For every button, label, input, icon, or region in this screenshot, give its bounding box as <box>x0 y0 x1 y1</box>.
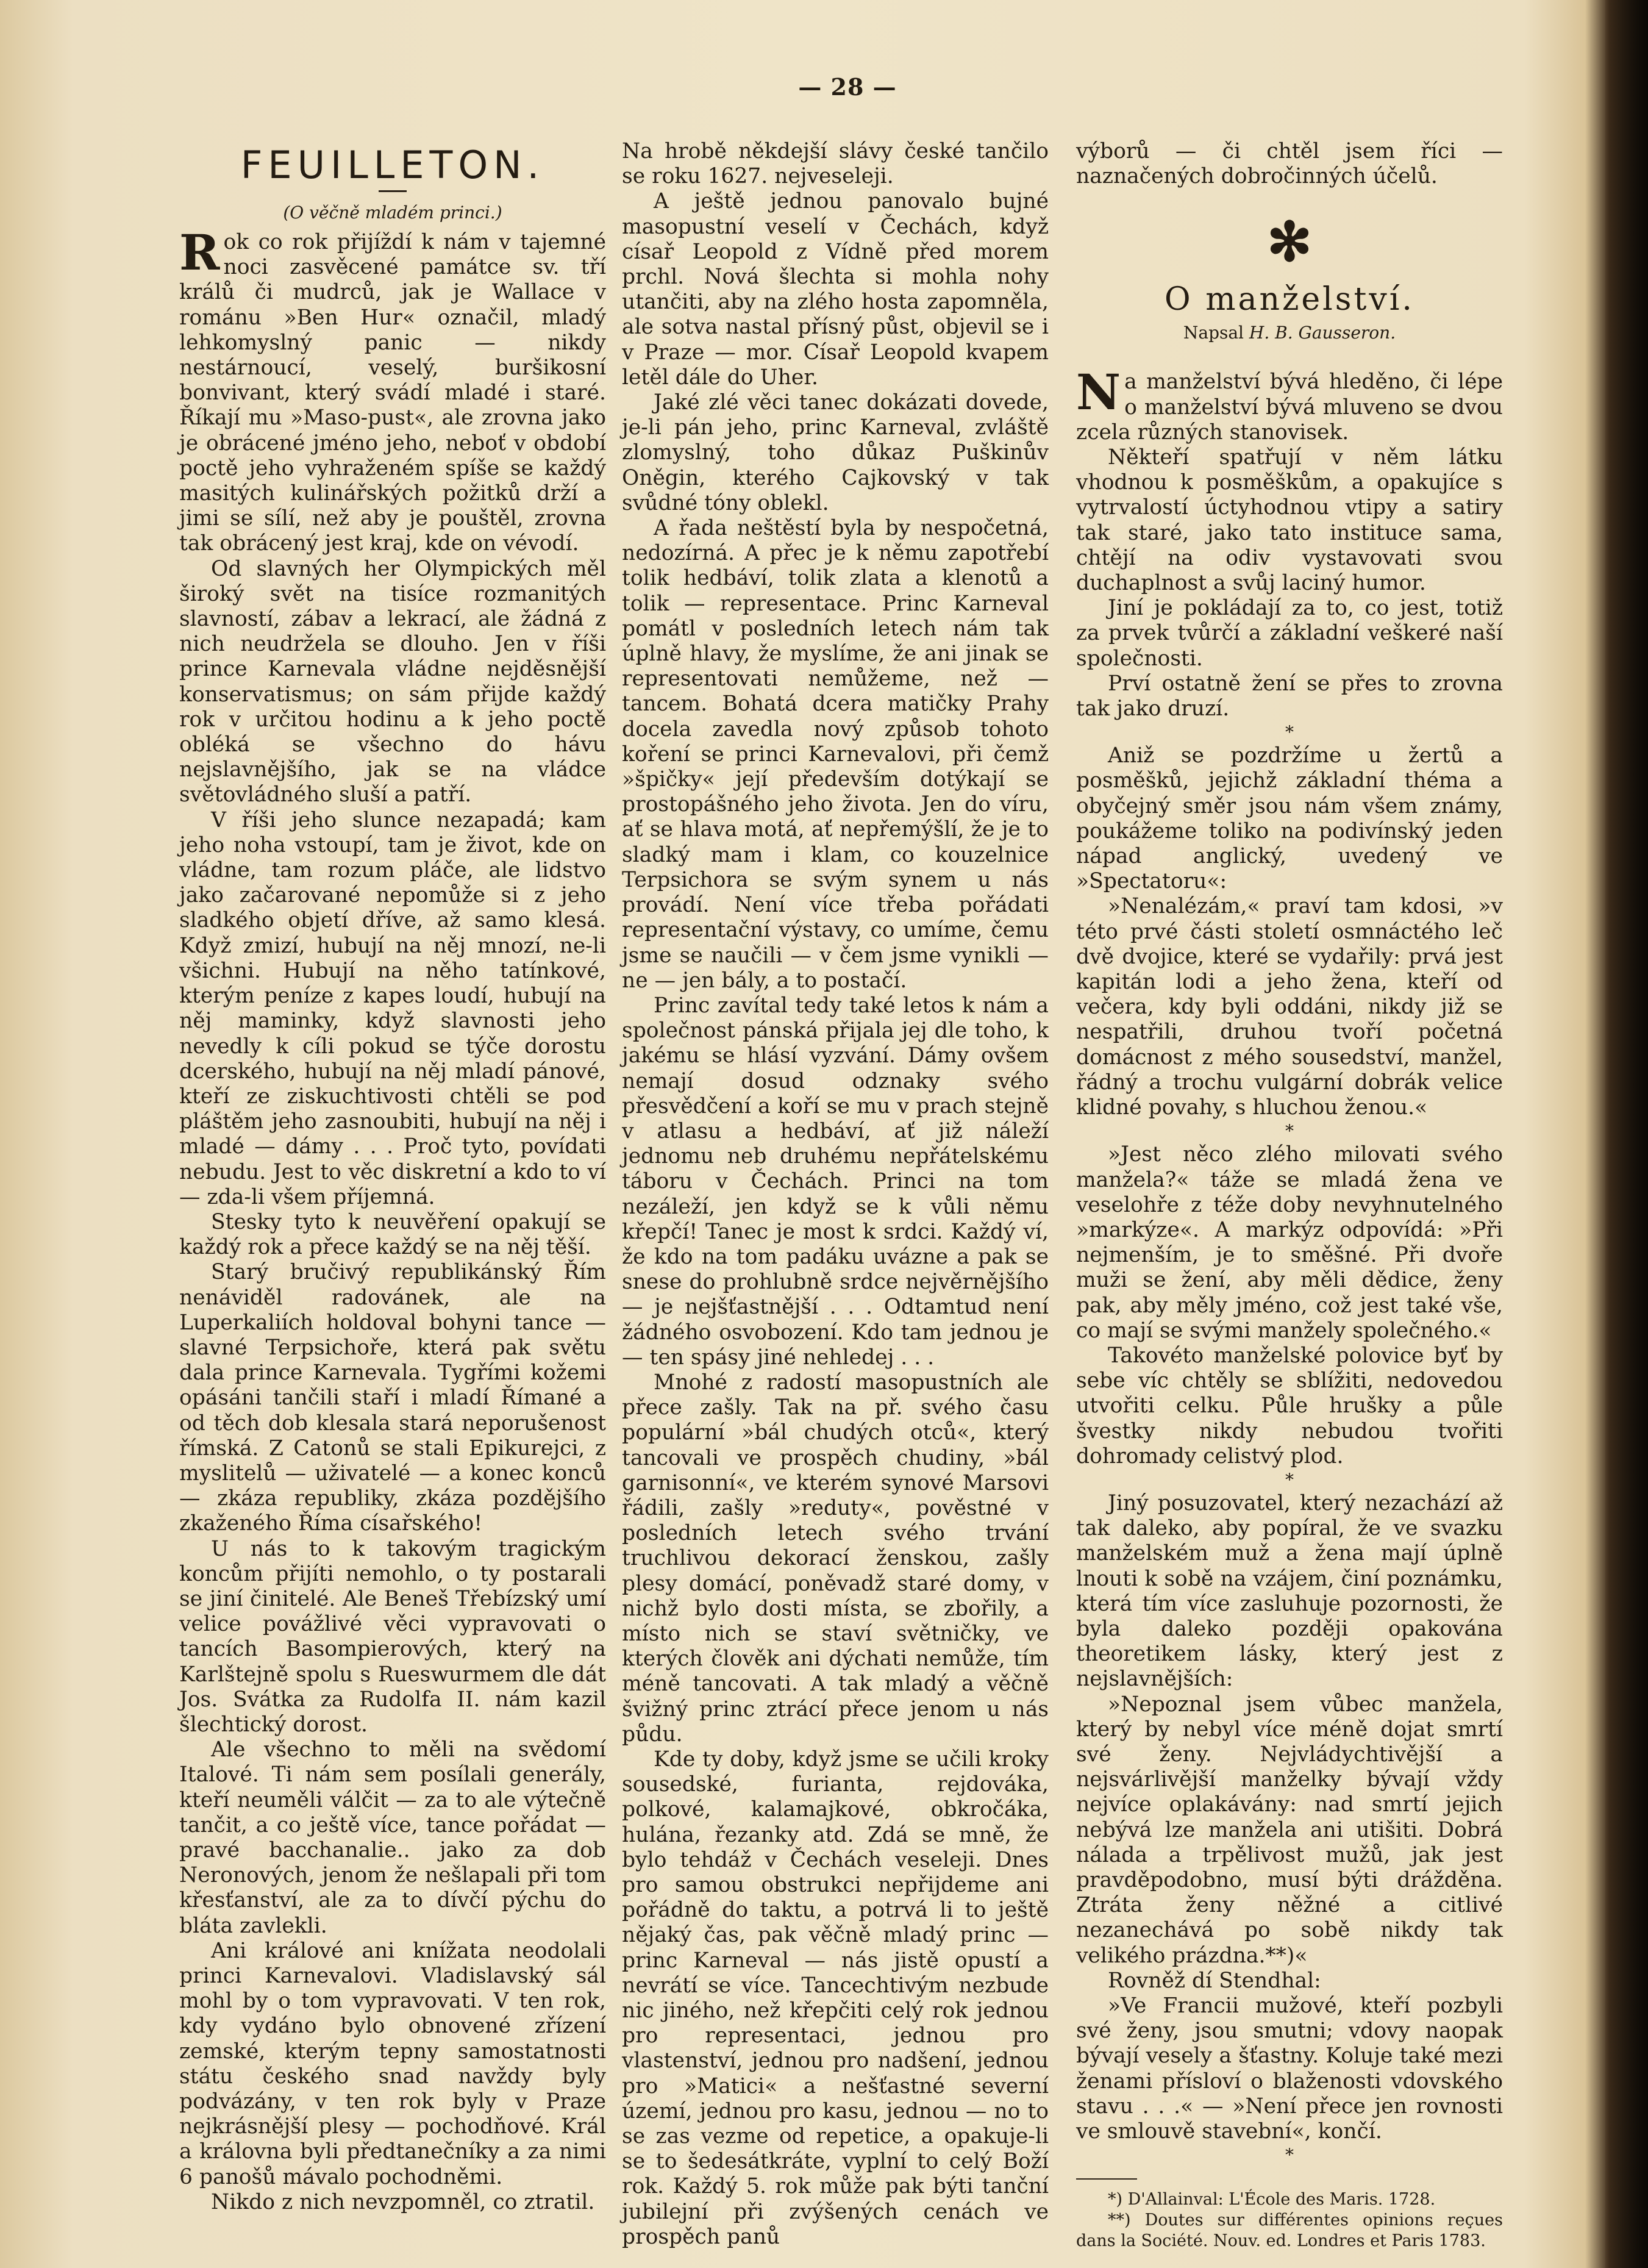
section-star-divider: * <box>1285 1469 1294 1490</box>
paragraph: Aniž se pozdržíme u žertů a posměšků, jejichž základní théma a obyčejný směr jsou nám všem známy, poukážeme toliko na podivínský jeden nápad anglický, uvedený ve »Spectatoru«: <box>1076 743 1503 894</box>
paragraph: V říši jeho slunce nezapadá; kam jeho noha vstoupí, tam je život, kde on vládne, tam rozum pláče, ale lidstvo jako začarované nepomůže si z jeho sladkého objetí dříve, až samo klesá. Když zmizí, hubují na něj mnozí, ne-li všichni. Hubují na něho tatínkové, kterým peníze z kapes loudí, hubují na něj maminky, když slavnosti jeho nevedly k cíli pokud se týče dorostu dcerského, hubují na něj mladí pánové, kteří ze ziskuchtivosti chtěli se pod pláštěm jeho zasnoubiti, hubují na něj i mladé — dámy . . . Proč tyto, povídati nebudu. Jest to věc diskretní a kdo to ví — zda-li všem příjemná. <box>179 807 606 1209</box>
footnote-rule <box>1076 2178 1137 2180</box>
footnote: *) D'Allainval: L'École des Maris. 1728. <box>1108 2190 1436 2209</box>
byline-author: H. B. Gausseron. <box>1249 323 1396 343</box>
paragraph: Takovéto manželské polovice byť by sebe víc chtěly se sblížiti, nedovedou utvořiti celku. Půle hrušky a půle švestky nikdy nebudou tvořiti dohromady celistvý plod. <box>1076 1343 1503 1468</box>
footnote: **) Doutes sur différentes opinions reçues dans la Société. Nouv. ed. Londres et Paris 1783. <box>1076 2211 1503 2251</box>
column-1 <box>179 139 606 2215</box>
byline-prefix: Napsal <box>1183 323 1244 343</box>
page-number: — 28 — <box>798 73 897 101</box>
paragraph: Kde ty doby, když jsme se učili kroky sousedské, furianta, rejdováka, polkové, kalamajkové, obkročáka, hulána, řezanky atd. Zdá se mně, že bylo tehdáž v Čechách veseleji. Dnes pro samou obstrukci nepřijdeme ani pořádně do taktu, a potrvá li to ještě nějaký čas, pak věčně mladý princ — princ Karneval — nás jistě opustí a nevrátí se více. Tancechtivým nezbude nic jiného, než křepčiti celý rok jednou pro representaci, jednou pro vlastenství, jednou pro nadšení, jednou pro »Matici« a nešťastné severní území, jednou pro kasu, jednou — no to se zas vezme od repetice, a opakuje-li se to šedesátkráte, vyplní to celý Boží rok. Každý 5. rok může pak býti tanční jubilejní při zvýšených cenách ve prospěch panů <box>622 1747 1049 2249</box>
paragraph: Starý bručivý republikánský Řím nenáviděl radovánek, ale na Luperkaliích holdoval bohyni tance — slavné Terpsichoře, která pak světu dala prince Karnevala. Tygřími kožemi opásáni tančili staří i mladí Římané a od těch dob klesala stará neporušenost římská. Z Catonů se stali Epikurejci, z myslitelů — uživatelé — a konec konců — zkáza republiky, zkáza pozdějšího zkaženého Říma císařského! <box>179 1260 606 1536</box>
paragraph: U nás to k takovým tragickým koncům přijíti nemohlo, o ty postarali se jiní činitelé. Ale Beneš Třebízský umí velice povážlivé věci vypravovati o tancích Basompierových, který na Karlštejně spolu s Rueswurmem dle dát Jos. Svátka za Rudolfa II. nám kazil šlechtický dorost. <box>179 1536 606 1737</box>
paragraph: »Nenalézám,« praví tam kdosi, »v této prvé části století osmnáctého leč dvě dvojice, které se vydařily: prvá jest kapitán lodi a jeho žena, kteří od večera, kdy byli oddáni, nikdy již se nespatřili, druhou tvoří početná domácnost z mého sousedství, manžel, řádný a trochu vulgární dobrák velice klidné povahy, s hluchou ženou.« <box>1076 894 1503 1120</box>
paragraph: Rovněž dí Stendhal: <box>1108 1968 1321 1993</box>
paragraph: Ani králové ani knížata neodolali princi Karnevalovi. Vladislavský sál mohl by o tom vypravovati. V ten rok, kdy vydáno bylo obnovené zřízení zemské, kterým tepny samostatnosti státu českého snad navždy byly podvázány, v ten rok byly v Praze nejkrásnější plesy — pochodňové. Král a královna byli předtanečníky a za nimi 6 panošů mávalo pochodněmi. <box>179 1938 606 2189</box>
feuilleton-subtitle: (O věčně mladém princi.) <box>283 202 502 223</box>
feuilleton-first-paragraph <box>179 224 606 557</box>
paragraph-continuation: výborů — či chtěl jsem říci — naznačených dobročinných účelů. <box>1076 139 1503 189</box>
column-3 <box>1076 139 1503 2252</box>
paragraph: Prví ostatně žení se přes to zrovna tak jako druzí. <box>1076 671 1503 721</box>
paragraph: Jaké zlé věci tanec dokázati dovede, je-li pán jeho, princ Karneval, zvláště zlomyslný, toho důkaz Puškinův Oněgin, kterého Cajkovský v tak svůdné tóny oblekl. <box>622 390 1049 515</box>
paragraph: A řada neštěstí byla by nespočetná, nedozírná. A přec je k němu zapotřebí tolik hedbáví, tolik zlata a klenotů a tolik — representace. Princ Karneval pomátl v posledních letech nám tak úplně hlavy, že myslíme, že ani jinak se representovati nemůžeme, než — tancem. Bohatá dcera matičky Prahy docela zavedla nový způsob tohoto koření se princi Karnevalovi, při čemž »špičky« její především dotýkají se prostopášného jeho života. Jen do víru, ať se hlava motá, ať nepřemýšlí, že je to sladký mam i klam, co kouzelnice Terpsichora se svým synem u nás provádí. Není více třeba pořádati representační výstavy, co umíme, čemu jsme se naučili — v čem jsme vynikli — ne — jen bály, a to postačí. <box>622 516 1049 993</box>
title-rule <box>379 190 407 192</box>
paragraph: Jiní je pokládají za to, co jest, totiž za prvek tvůrčí a základní veškeré naší společnosti. <box>1076 596 1503 671</box>
paragraph: A ještě jednou panovalo bujné masopustní veselí v Čechách, když císař Leopold z Vídně před morem prchl. Nová šlechta si mohla nohy utančiti, aby na zlého hosta zapomněla, ale sotva nastal přísný půst, objevil se i v Praze — mor. Císař Leopold kvapem letěl dále do Uher. <box>622 189 1049 390</box>
dropcap-r: R <box>179 224 220 281</box>
paragraph: »Nepoznal jsem vůbec manžela, který by nebyl více méně dojat smrtí své ženy. Nejvládychtivější a nejsvárlivější manželky bývají vždy nejvíce oplakávány: nad smrtí jejich nebývá lze manžela ani utišiti. Dobrá nálada a trpělivost mužů, jak jest pravděpodobno, musí býti drážděna. Ztráta ženy něžné a citlivé nezanechává po sobě nikdy tak velikého prázdna.**)« <box>1076 1692 1503 1968</box>
paragraph: Stesky tyto k neuvěření opakují se každý rok a přece každý se na něj těší. <box>179 1209 606 1260</box>
paragraph: Jiný posuzovatel, který nezachází až tak daleko, aby popíral, že ve svazku manželském muž a žena mají úplně lnouti k sobě na vzájem, činí poznámku, která tím více zasluhuje pozornosti, že byla daleko později opakována theoretikem lásky, který jest z nejslavnějších: <box>1076 1490 1503 1692</box>
essay-first-paragraph <box>1076 363 1503 445</box>
essay-title: O manželství. <box>1165 281 1414 318</box>
section-star-divider: * <box>1285 2145 1294 2166</box>
paragraph: »Jest něco zlého milovati svého manžela?« táže se mladá žena ve veselohře z téže doby nevyhnutelného »markýze«. A markýz odpovídá: »Při nejmenším, je to směšné. Při dvoře muži se žení, aby měli dědice, ženy pak, aby měly jméno, což jest také vše, co mají se svými manžely společného.« <box>1076 1142 1503 1343</box>
paragraph: Mnohé z radostí masopustních ale přece zašly. Tak na př. svého času populární »bál chudých otců«, který tancovali ve prospěch chudiny, »bál garnisonní«, ve kterém synové Marsovi řádili, zašly »reduty«, pověstné v posledních letech svého trvání truchlivou dekorací ženskou, zašly plesy domácí, poněvadž staré domy, v nichž bylo dosti místa, se zbořily, a místo nich se staví světničky, ve kterých člověk ani dýchati nemůže, tím méně tancovati. A tak mladý a věčně švižný princ ztrácí přece jenom u nás půdu. <box>622 1370 1049 1747</box>
section-star-divider: * <box>1285 1121 1294 1142</box>
paragraph: Ale všechno to měli na svědomí Italové. Ti nám sem posílali generály, kteří neuměli válčit — za to ale výtečně tančit, a co ještě více, tance pořádat — pravé bacchanalie.. jako za dob Neronových, jenom že nešlapali při tom křesťanství, ale za to dívčí pýchu do bláta zavlekli. <box>179 1737 606 1938</box>
feuilleton-title: FEUILLETON. <box>240 143 545 187</box>
section-star-divider: * <box>1285 722 1294 743</box>
paragraph: »Ve Francii mužové, kteří pozbyli své ženy, jsou smutni; vdovy naopak bývají vesely a šťastny. Koluje také mezi ženami přísloví o blaženosti vdovského stavu . . .« — »Není přece jen rovnosti ve smlouvě stavební«, končí. <box>1076 1994 1503 2144</box>
essay-first-text: a manželství bývá hleděno, či lépe o manželství bývá mluveno se dvou zcela různých stanovisek. <box>1076 370 1503 445</box>
column-2 <box>622 139 1049 2250</box>
paragraph: Od slavných her Olympických měl široký svět na tisíce rozmanitých slavností, zábav a lekrací, ale žádná z nich neudržela se dlouho. Jen v říši prince Karnevala vládne nejděsnější konservatismus; on sám přijde každý rok v určitou hodinu a k jeho poctě obléká se všechno do hávu nejslavnějšího, jak se na vládce světovládného sluší a patří. <box>179 556 606 807</box>
asterism-ornament-icon: ✻ <box>1267 210 1312 274</box>
dropcap-n: N <box>1076 363 1121 421</box>
page-gutter-shadow <box>1605 0 1648 2268</box>
paragraph-continuation: Na hrobě někdejší slávy české tančilo se roku 1627. nejveseleji. <box>622 139 1049 189</box>
paragraph: Někteří spatřují v něm látku vhodnou k posměškům, a opakujíce s vytrvalostí úctyhodnou vtipy a satiry tak staré, jako tato instituce sama, chtějí na odiv vystavovati svou duchaplnost a svůj laciný humor. <box>1076 445 1503 596</box>
essay-byline <box>1076 321 1503 345</box>
paragraph: Princ zavítal tedy také letos k nám a společnost pánská přijala jej dle toho, k jakému se hlásí vyzvání. Dámy ovšem nemají dosud odznaky svého přesvědčení a koří se mu v prach stejně v atlasu a hedbáví, ať již náleží jednomu neb druhému nepřátelskému táboru v Čechách. Princi na tom nezáleží, jen když se k vůli němu křepčí! Tanec je most k srdci. Každý ví, že kdo na tom padáku uvázne a pak se snese do prohlubně srdce nejvěrnějšího — je nejšťastnější . . . Odtamtud není žádného osvobození. Kdo tam jednou je — ten spásy jiné nehledej . . . <box>622 993 1049 1370</box>
first-paragraph-text: ok co rok přijíždí k nám v tajemné noci zasvěcené památce sv. tří králů či mudrců, jak je Wallace v románu »Ben Hur« označil, mladý lehkomyslný panic — nikdy nestárnoucí, veselý, buršikosní bonvivant, který svádí mladé i staré. Říkají mu »Maso-pust«, ale zrovna jako je obrácené jméno jeho, neboť v období poctě jeho vyhraženém spíše se každý masitých kulinářských požitků drží a jimi se sílí, než aby je pouštěl, zrovna tak obrácený jest kraj, kde on vévodí. <box>179 230 606 556</box>
paragraph: Nikdo z nich nevzpomněl, co ztratil. <box>211 2189 595 2214</box>
